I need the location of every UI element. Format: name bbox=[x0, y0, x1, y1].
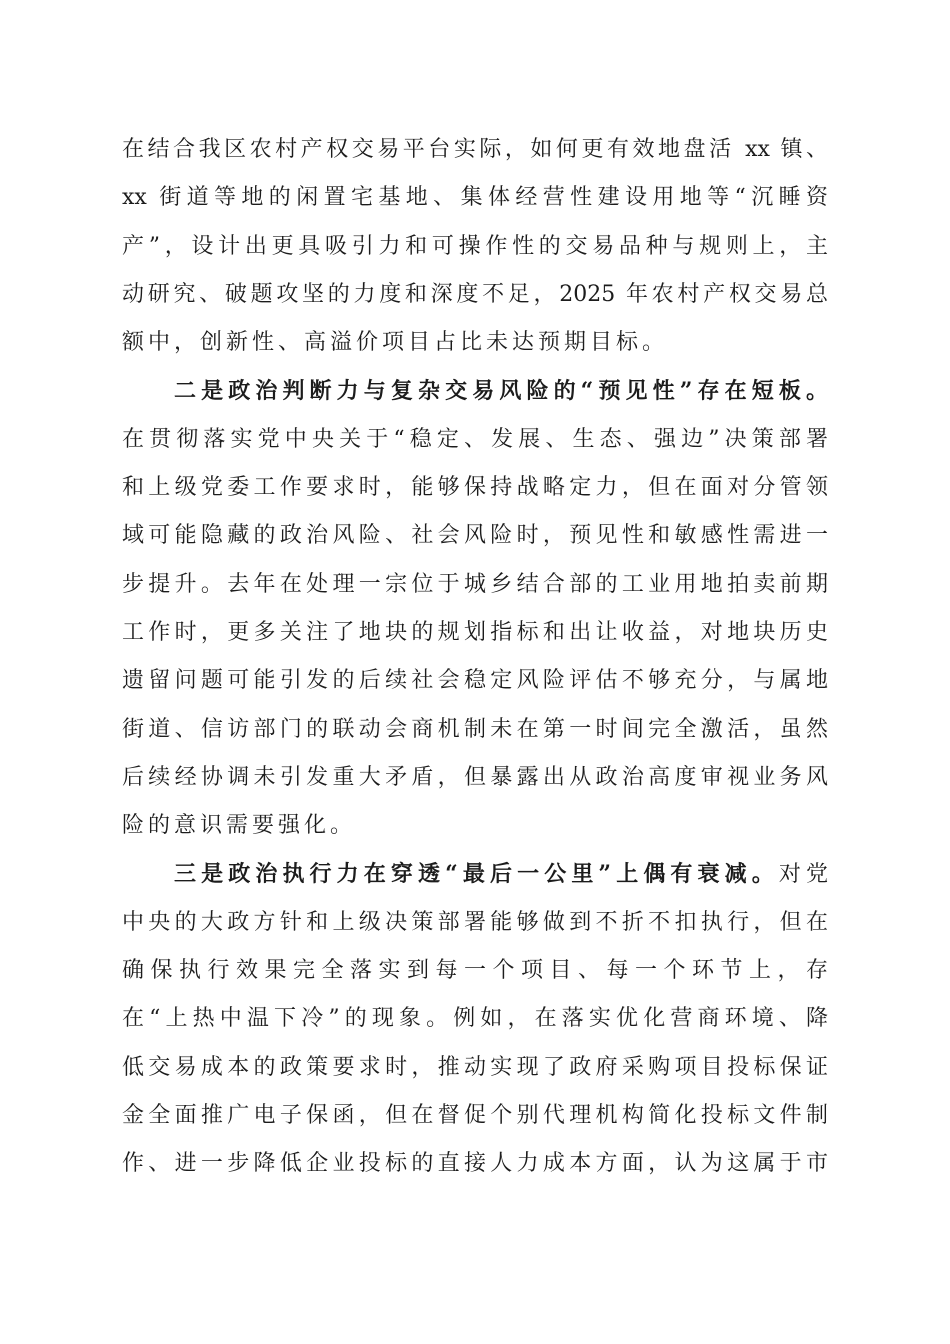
paragraph-line: 街道、信访部门的联动会商机制未在第一时间完全激活，虽然 bbox=[122, 716, 828, 742]
paragraph-line: 低交易成本的政策要求时，推动实现了政府采购项目投标保证 bbox=[122, 1054, 828, 1080]
paragraph-line: 在结合我区农村产权交易平台实际，如何更有效地盘活 xx 镇、 bbox=[122, 137, 828, 162]
paragraph-line: 在贯彻落实党中央关于“稳定、发展、生态、强边”决策部署 bbox=[122, 426, 828, 452]
paragraph-line: 额中，创新性、高溢价项目占比未达预期目标。 bbox=[122, 330, 669, 356]
paragraph-line: 确保执行效果完全落实到每一个项目、每一个环节上，存 bbox=[122, 958, 828, 984]
paragraph-line: 步提升。去年在处理一宗位于城乡结合部的工业用地拍卖前期 bbox=[122, 571, 828, 597]
paragraph-lead-line bbox=[122, 367, 828, 415]
paragraph-2 bbox=[122, 367, 828, 850]
paragraph-line: 后续经协调未引发重大矛盾，但暴露出从政治高度审视业务风 bbox=[122, 764, 828, 790]
paragraph-line: 动研究、破题攻坚的力度和深度不足，2025 年农村产权交易总 bbox=[122, 281, 828, 307]
paragraph-line: 中央的大政方针和上级决策部署能够做到不折不扣执行，但在 bbox=[122, 909, 828, 935]
paragraph-line: 产”，设计出更具吸引力和可操作性的交易品种与规则上，主 bbox=[122, 233, 828, 259]
paragraph-line: xx 街道等地的闲置宅基地、集体经营性建设用地等“沉睡资 bbox=[122, 185, 828, 211]
paragraph-line: 和上级党委工作要求时，能够保持战略定力，但在面对分管领 bbox=[122, 475, 828, 501]
paragraph-line: 作、进一步降低企业投标的直接人力成本方面，认为这属于市 bbox=[122, 1151, 828, 1177]
paragraph-line: 域可能隐藏的政治风险、社会风险时，预见性和敏感性需进一 bbox=[122, 523, 828, 549]
paragraph-line: 在“上热中温下冷”的现象。例如，在落实优化营商环境、降 bbox=[122, 1006, 828, 1032]
paragraph-line: 遗留问题可能引发的后续社会稳定风险评估不够充分，与属地 bbox=[122, 668, 828, 694]
paragraph-lead-line bbox=[122, 850, 828, 898]
paragraph-3 bbox=[122, 850, 828, 1188]
paragraph-line: 金全面推广电子保函，但在督促个别代理机构简化投标文件制 bbox=[122, 1102, 828, 1128]
paragraph-heading: 三是政治执行力在穿透“最后一公里”上偶有衰减。 bbox=[174, 861, 779, 888]
paragraph-heading: 二是政治判断力与复杂交易风险的“预见性”存在短板。 bbox=[174, 378, 828, 405]
document-body bbox=[122, 126, 828, 1189]
paragraph-line: 险的意识需要强化。 bbox=[122, 813, 357, 839]
paragraph-lead-tail: 对党 bbox=[778, 862, 828, 888]
paragraph-line: 工作时，更多关注了地块的规划指标和出让收益，对地块历史 bbox=[122, 619, 828, 645]
paragraph-1 bbox=[122, 126, 828, 367]
